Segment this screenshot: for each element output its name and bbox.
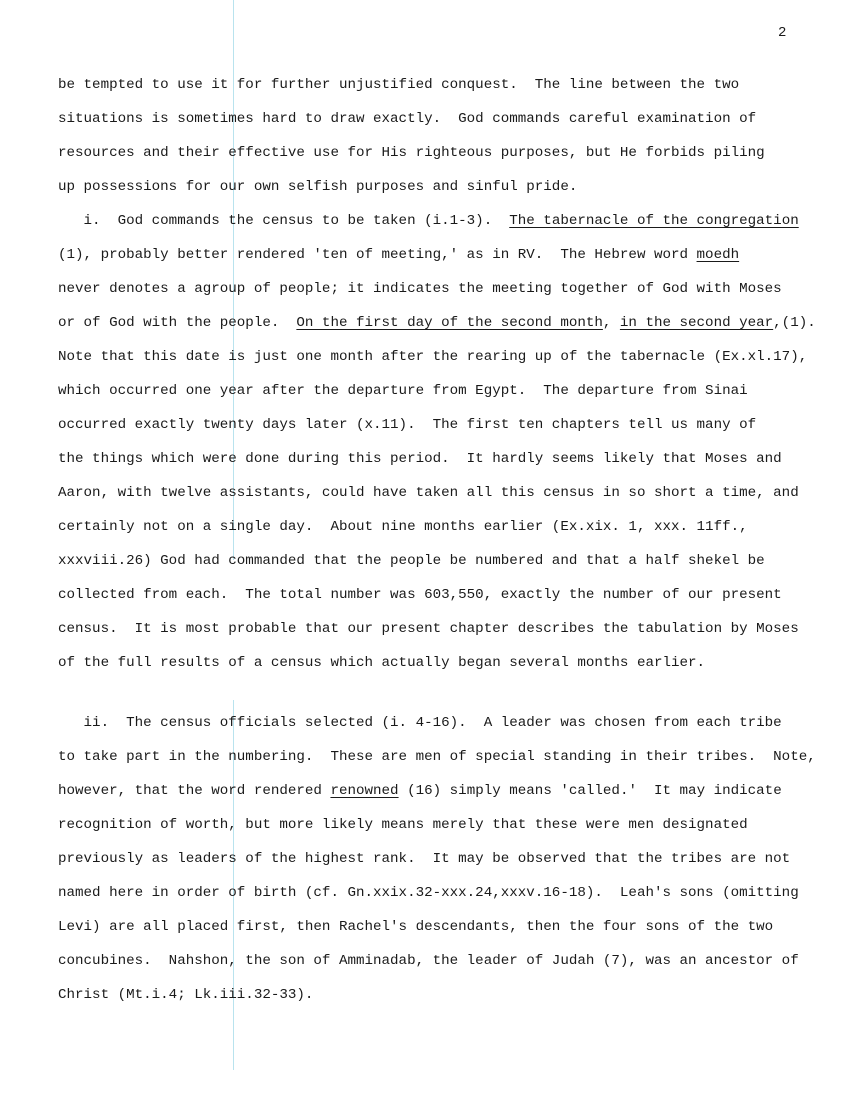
text-line (58, 374, 818, 408)
text-segment: resources and their effective use for His righteous purposes, but He forbids piling (58, 145, 765, 161)
text-line (58, 612, 818, 646)
text-segment: occurred exactly twenty days later (x.11). The first ten chapters tell us many of (58, 417, 757, 433)
text-segment: (1), probably better rendered 'ten of meeting,' as in RV. The Hebrew word (58, 247, 697, 263)
text-line (58, 238, 818, 272)
text-segment: be tempted to use it for further unjustified conquest. The line between the two (58, 77, 740, 93)
paragraph-block-2 (58, 706, 818, 1012)
text-line (58, 842, 818, 876)
text-line (58, 706, 818, 740)
text-line (58, 102, 818, 136)
text-segment: ,(1). (773, 315, 816, 331)
page-number: 2 (778, 25, 787, 41)
text-segment: Levi) are all placed first, then Rachel's descendants, then the four sons of the two (58, 919, 774, 935)
text-line (58, 774, 818, 808)
text-line (58, 204, 818, 238)
text-line (58, 408, 818, 442)
text-segment: however, that the word rendered (58, 783, 331, 799)
text-line (58, 68, 818, 102)
underlined-phrase: On the first day of the second month (296, 315, 603, 331)
text-segment: collected from each. The total number was 603,550, exactly the number of our present (58, 587, 782, 603)
text-segment: or of God with the people. (58, 315, 297, 331)
text-segment: Christ (Mt.i.4; Lk.iii.32-33). (58, 987, 314, 1003)
text-line (58, 544, 818, 578)
text-line (58, 306, 818, 340)
text-segment: which occurred one year after the departure from Egypt. The departure from Sinai (58, 383, 748, 399)
text-line (58, 510, 818, 544)
text-line (58, 646, 818, 680)
text-segment: (16) simply means 'called.' It may indicate (398, 783, 782, 799)
text-line (58, 808, 818, 842)
text-segment: xxxviii.26) God had commanded that the people be numbered and that a half shekel be (58, 553, 765, 569)
text-line (58, 978, 818, 1012)
underlined-phrase: The tabernacle of the congregation (509, 213, 799, 229)
text-segment: up possessions for our own selfish purposes and sinful pride. (58, 179, 578, 195)
text-segment: , (602, 315, 620, 331)
text-segment: the things which were done during this period. It hardly seems likely that Moses and (58, 451, 782, 467)
text-line (58, 442, 818, 476)
text-line (58, 876, 818, 910)
text-line (58, 944, 818, 978)
text-line (58, 910, 818, 944)
underlined-phrase: in the second year (619, 315, 774, 331)
text-segment: recognition of worth, but more likely means merely that these were men designated (58, 817, 748, 833)
text-segment: concubines. Nahshon, the son of Amminadab, the leader of Judah (7), was an ancestor of (58, 953, 799, 969)
text-segment: i. God commands the census to be taken (i.1-3). (58, 213, 510, 229)
underlined-phrase: moedh (696, 247, 740, 263)
text-line (58, 136, 818, 170)
text-segment: named here in order of birth (cf. Gn.xxix.32-xxx.24,xxxv.16-18). Leah's sons (omitting (58, 885, 799, 901)
text-line (58, 578, 818, 612)
underlined-phrase: renowned (330, 783, 399, 799)
text-segment: Aaron, with twelve assistants, could have taken all this census in so short a time, and (58, 485, 799, 501)
paragraph-block-1 (58, 68, 818, 680)
text-segment: never denotes a agroup of people; it indicates the meeting together of God with Moses (58, 281, 782, 297)
text-segment: to take part in the numbering. These are men of special standing in their tribes. Note, (58, 749, 816, 765)
text-segment: situations is sometimes hard to draw exactly. God commands careful examination of (58, 111, 757, 127)
text-line (58, 272, 818, 306)
text-segment: of the full results of a census which actually began several months earlier. (58, 655, 706, 671)
text-line (58, 476, 818, 510)
text-segment: certainly not on a single day. About nine months earlier (Ex.xix. 1, xxx. 11ff., (58, 519, 748, 535)
text-segment: Note that this date is just one month after the rearing up of the tabernacle (Ex.xl.17), (58, 349, 808, 365)
text-segment: ii. The census officials selected (i. 4-16). A leader was chosen from each tribe (58, 715, 782, 731)
text-segment: census. It is most probable that our present chapter describes the tabulation by Moses (58, 621, 799, 637)
text-line (58, 740, 818, 774)
text-segment: previously as leaders of the highest rank. It may be observed that the tribes are not (58, 851, 791, 867)
text-line (58, 340, 818, 374)
text-line (58, 170, 818, 204)
